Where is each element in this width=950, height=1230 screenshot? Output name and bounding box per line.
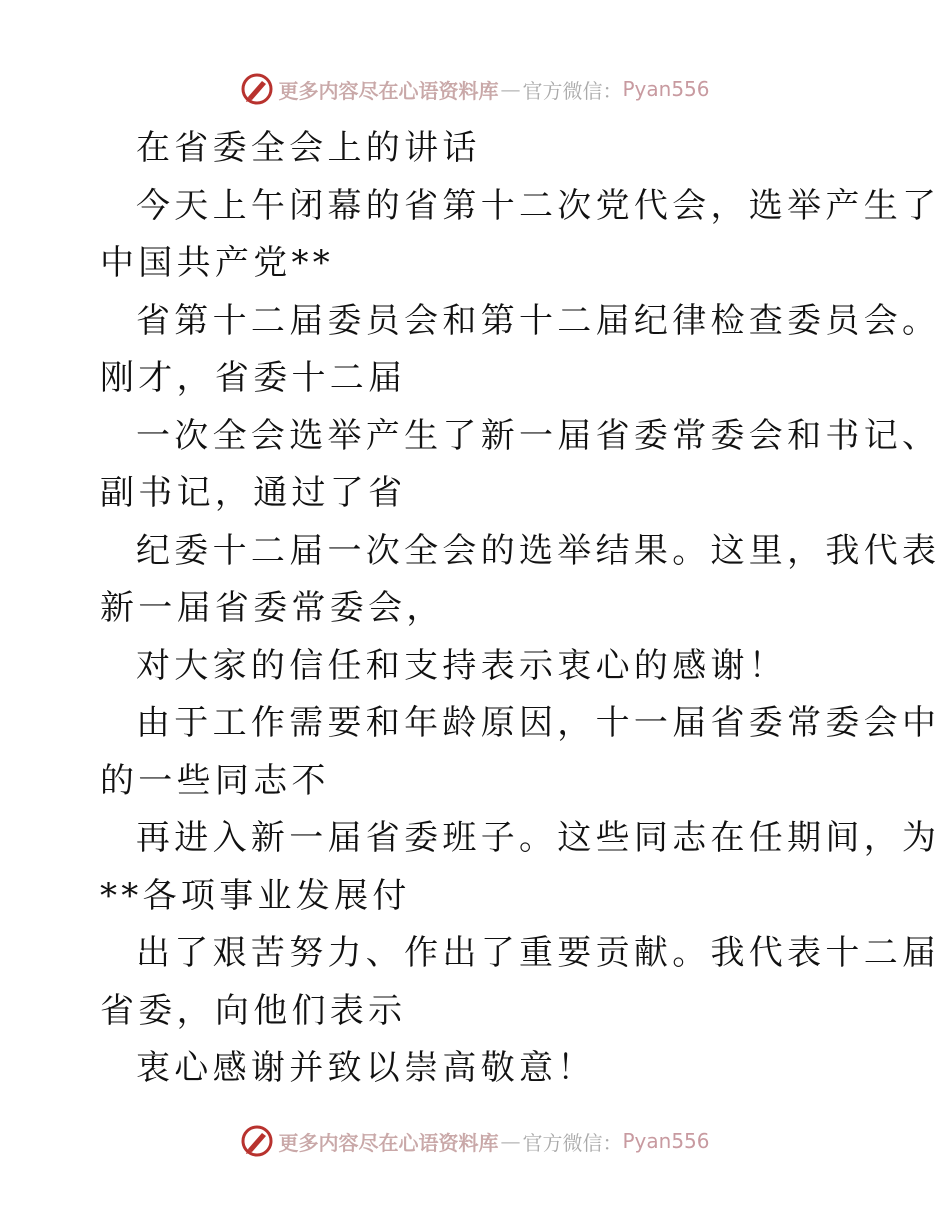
text-line: 省第十二届委员会和第十二届纪律检查委员会。 <box>136 300 941 341</box>
header-watermark <box>0 72 950 106</box>
text-line: 新一届省委常委会， <box>100 588 445 628</box>
text-line: 一次全会选举产生了新一届省委常委会和书记、 <box>136 415 941 456</box>
watermark-text: 更多内容尽在心语资料库 <box>278 78 499 103</box>
text-line: 再进入新一届省委班子。这些同志在任期间，为 <box>136 818 941 858</box>
footer-watermark <box>0 1124 950 1158</box>
watermark-text: 更多内容尽在心语资料库 <box>278 1130 499 1155</box>
watermark-account: Pyan556 <box>622 77 710 101</box>
text-line: 中国共产党** <box>100 243 335 283</box>
text-line: 对大家的信任和支持表示衷心的感谢！ <box>136 645 788 686</box>
text-line: 刚才，省委十二届 <box>100 358 407 398</box>
text-line: 出了艰苦努力、作出了重要贡献。我代表十二届 <box>136 933 941 973</box>
text-line: 衷心感谢并致以崇高敬意！ <box>136 1048 596 1088</box>
watermark-separator: — <box>500 1129 521 1153</box>
document-title: 在省委全会上的讲话 <box>136 128 481 168</box>
text-line: **各项事业发展付 <box>100 875 411 916</box>
watermark-account: Pyan556 <box>622 1129 710 1153</box>
text-line: 纪委十二届一次全会的选举结果。这里，我代表 <box>136 530 941 571</box>
text-line: 今天上午闭幕的省第十二次党代会，选举产生了 <box>136 185 941 226</box>
pen-logo-icon <box>240 72 274 106</box>
text-line: 省委，向他们表示 <box>100 990 407 1031</box>
text-line: 的一些同志不 <box>100 760 330 801</box>
text-line: 由于工作需要和年龄原因，十一届省委常委会中 <box>136 703 941 743</box>
document-body <box>100 120 941 1098</box>
watermark-label: 官方微信： <box>522 1130 623 1155</box>
watermark-separator: — <box>500 77 521 101</box>
text-line: 副书记，通过了省 <box>100 473 407 513</box>
pen-logo-icon <box>240 1124 274 1158</box>
watermark-label: 官方微信： <box>522 78 623 103</box>
